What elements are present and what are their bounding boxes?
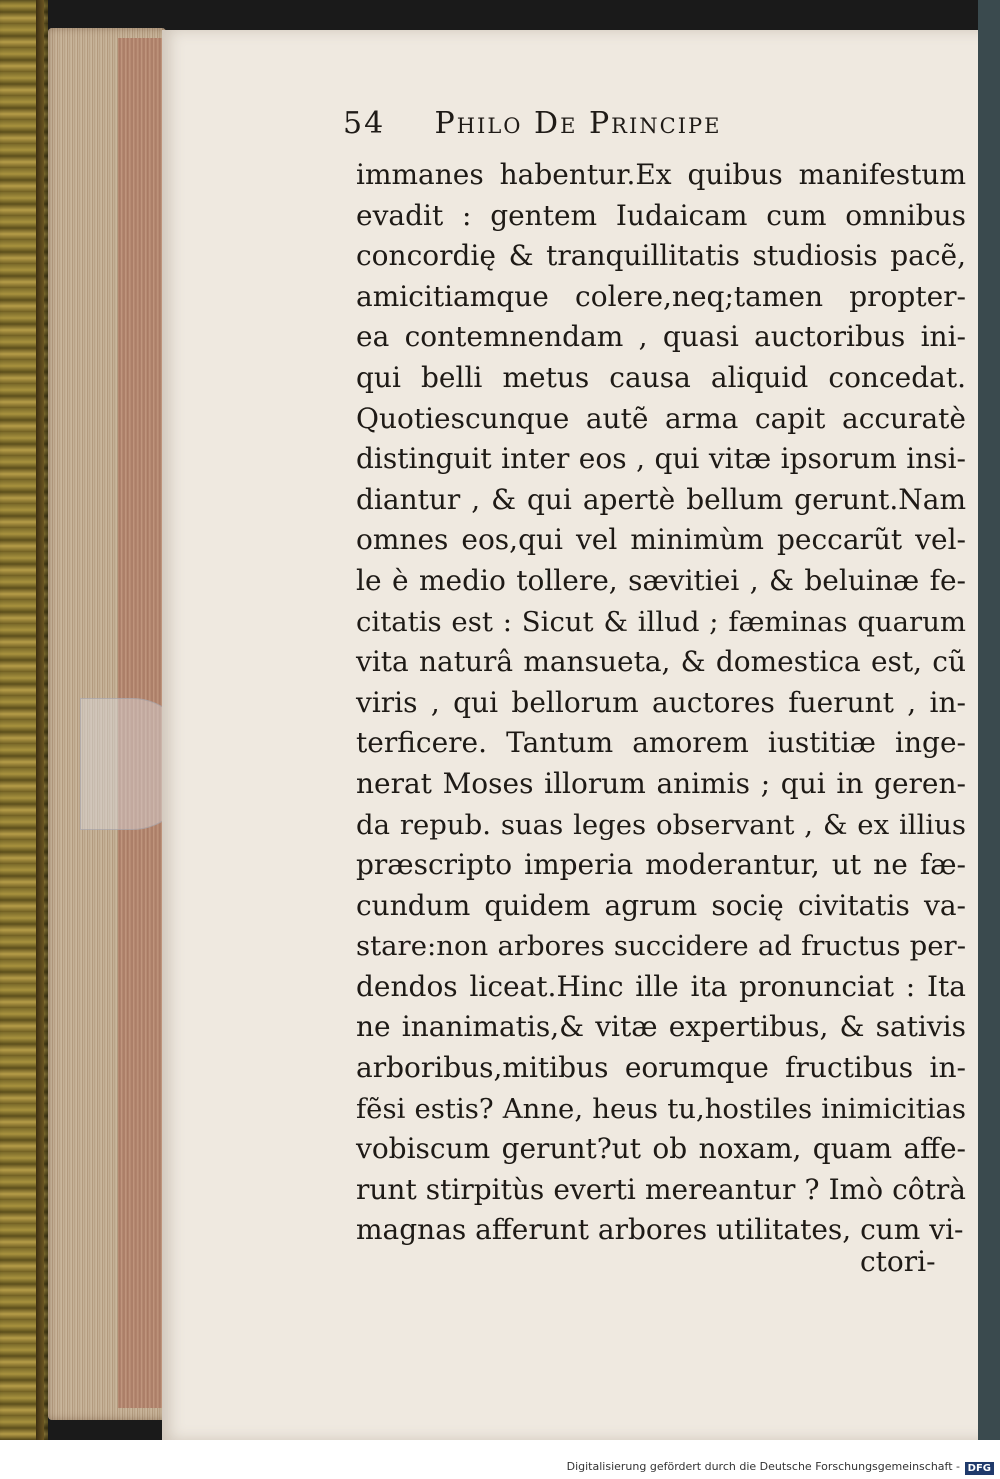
text-line: cundum quidem agrum socię civitatis va- [356,888,966,922]
text-line: magnas afferunt arbores utilitates, cum vi- [356,1213,964,1247]
text-line: stare:non arbores succidere ad fructus per- [356,930,966,963]
running-head: Philo De Principe [434,106,722,141]
text-line: nerat Moses illorum animis ; qui in geren- [356,766,966,800]
text-line: qui belli metus causa aliquid concedat. [356,360,966,394]
text-line: evadit : gentem Iudaicam cum omnibus [356,198,966,232]
book-cover-left [0,0,48,1440]
text-line: vobiscum gerunt?ut ob noxam, quam affe- [356,1132,966,1166]
text-line: Quotiescunque autẽ arma capit accuratè [356,401,966,435]
text-line: runt stirpitùs everti mereantur ? Imò côtrà [356,1172,966,1206]
text-line: dendos liceat.Hinc ille ita pronunciat : Ita [356,969,966,1003]
text-line: vita naturâ mansueta, & domestica est, cũ [356,645,966,679]
text-line: omnes eos,qui vel minimùm peccarũt vel- [356,523,966,557]
text-line: ea contemnendam , quasi auctoribus ini- [356,320,966,354]
text-line: da repub. suas leges observant , & ex illius [356,808,966,841]
text-line: immanes habentur.Ex quibus manifestum [356,158,966,191]
body-text [356,155,966,1251]
footer-bar [0,1440,1000,1479]
text-line: ne inanimatis,& vitæ expertibus, & sativis [356,1010,966,1044]
text-line: terficere. Tantum amorem iustitiæ inge- [356,726,966,760]
dfg-logo: DFG [965,1462,994,1475]
text-line: amicitiamque colere,neq;tamen propter- [356,279,966,313]
text-line: fẽsi estis? Anne, heus tu,hostiles inimicitias [356,1092,966,1125]
text-line: le è medio tollere, sævitiei , & beluinæ fe- [356,563,966,597]
text-line: concordię & tranquillitatis studiosis pacẽ, [356,239,966,273]
text-line: præscripto imperia moderantur, ut ne fæ- [356,848,966,882]
digitization-credit: Digitalisierung gefördert durch die Deutsche Forschungsgemeinschaft - [566,1460,960,1473]
text-line: distinguit inter eos , qui vitæ ipsorum insi- [356,442,966,476]
text-line: viris , qui bellorum auctores fuerunt , in- [356,685,966,719]
book-cover-right [978,0,1000,1440]
text-line: diantur , & qui apertè bellum gerunt.Nam [356,482,966,516]
page-number: 54 [343,106,386,141]
catchword: ctori- [860,1245,936,1278]
text-line: citatis est : Sicut & illud ; fæminas quarum [356,605,966,638]
page-header [343,106,883,141]
text-line: arboribus,mitibus eorumque fructibus in- [356,1051,966,1085]
